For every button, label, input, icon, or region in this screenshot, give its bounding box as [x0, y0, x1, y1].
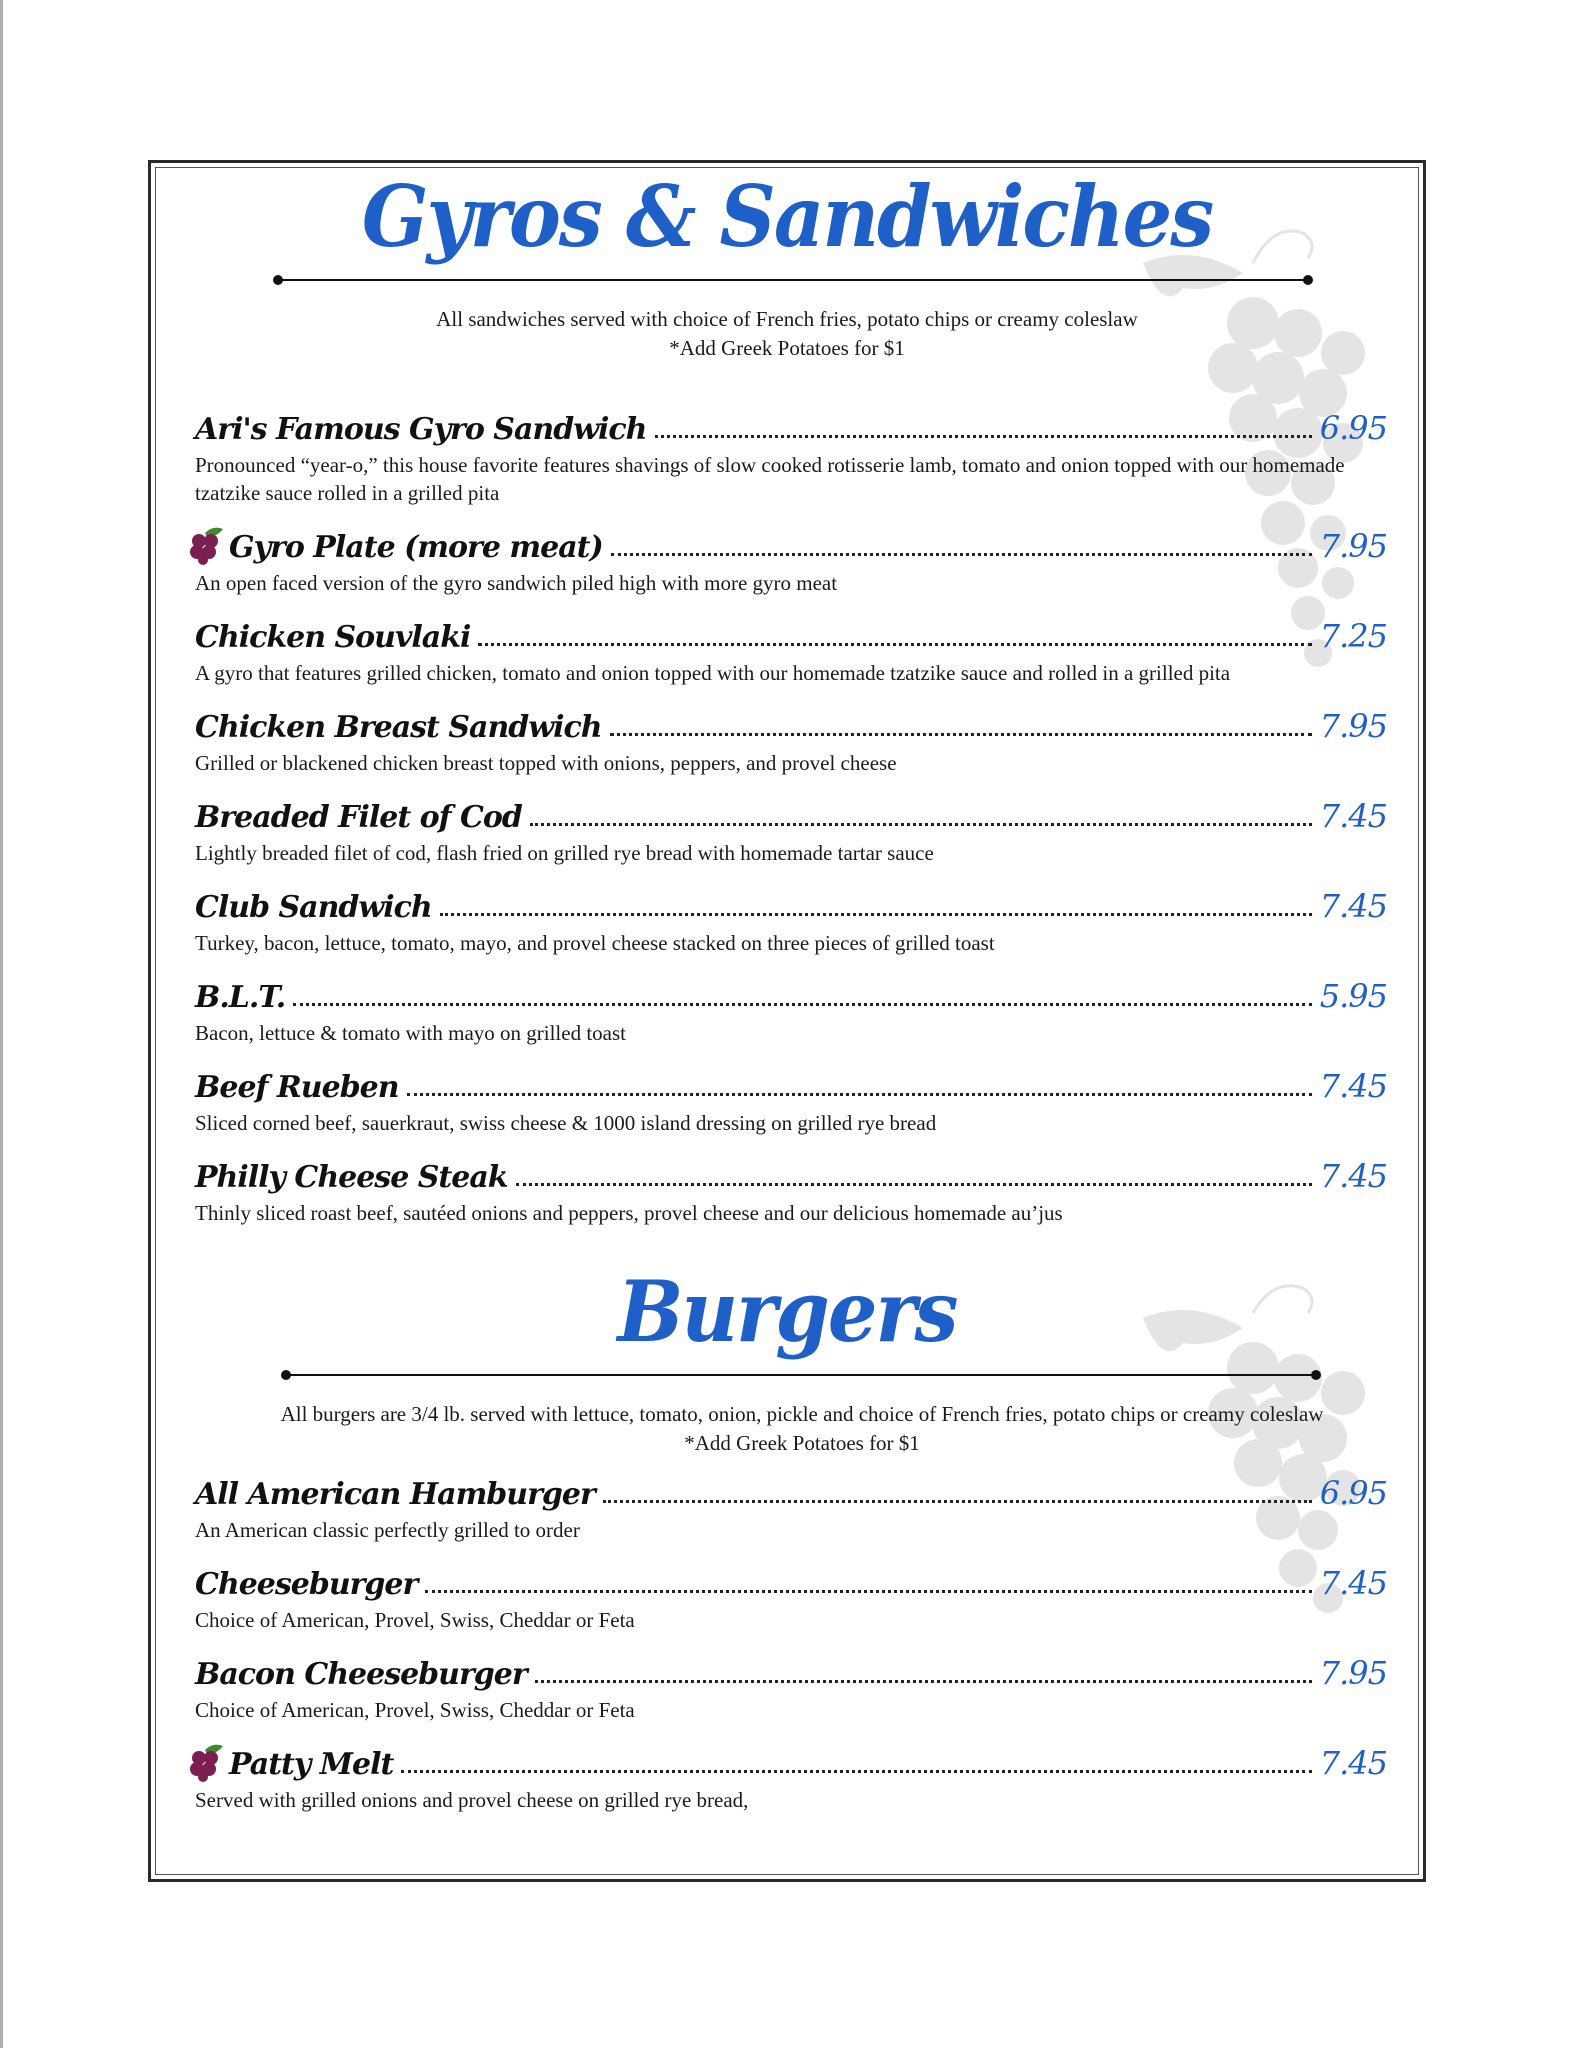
item-name: Bacon Cheeseburger	[195, 1657, 527, 1692]
item-description: Choice of American, Provel, Swiss, Cheddar or Feta	[195, 1608, 635, 1632]
item-name: All American Hamburger	[195, 1477, 595, 1512]
item-name: Gyro Plate (more meat)	[229, 530, 603, 565]
item-name: Ari's Famous Gyro Sandwich	[195, 412, 647, 447]
dot-leader	[293, 1003, 1312, 1006]
dot-leader	[401, 1770, 1311, 1773]
menu-item	[195, 1646, 1387, 1724]
item-name: Cheeseburger	[195, 1567, 418, 1602]
menu-item-list	[195, 1466, 1387, 1814]
menu-page	[148, 160, 1426, 1882]
item-description: A gyro that features grilled chicken, tomato and onion topped with our homemade tzatzike sauce and rolled in a grilled pita	[195, 661, 1231, 685]
item-description: Sliced corned beef, sauerkraut, swiss cheese & 1000 island dressing on grilled rye bread	[195, 1111, 937, 1135]
note-greek-potatoes: *Add Greek Potatoes for $1	[684, 1431, 920, 1455]
dot-leader	[655, 435, 1312, 438]
dot-leader	[516, 1183, 1312, 1186]
section-title: Burgers	[617, 1263, 957, 1362]
note-sides: All sandwiches served with choice of French fries, potato chips or creamy coleslaw	[436, 307, 1138, 331]
title-divider	[273, 275, 1313, 285]
item-description: Lightly breaded filet of cod, flash fried on grilled rye bread with homemade tartar sauce	[195, 841, 934, 865]
item-price: 7.45	[1319, 1157, 1387, 1195]
menu-item	[195, 1466, 1387, 1544]
dot-leader	[478, 643, 1311, 646]
item-description: An open faced version of the gyro sandwich piled high with more gyro meat	[195, 571, 838, 595]
item-name: Chicken Breast Sandwich	[195, 710, 602, 745]
grape-icon	[189, 525, 225, 565]
menu-item-list	[195, 401, 1387, 1227]
title-divider	[281, 1370, 1321, 1380]
item-price: 6.95	[1319, 1474, 1387, 1512]
item-price: 6.95	[1319, 409, 1387, 447]
item-price: 7.45	[1319, 1564, 1387, 1602]
menu-item	[195, 969, 1387, 1047]
section-note	[151, 305, 1423, 363]
item-description: Bacon, lettuce & tomato with mayo on grilled toast	[195, 1021, 626, 1045]
dot-leader	[603, 1500, 1312, 1503]
item-price: 7.45	[1319, 1067, 1387, 1105]
note-sides: All burgers are 3/4 lb. served with lettuce, tomato, onion, pickle and choice of French fries, potato chips or creamy coleslaw	[280, 1402, 1324, 1426]
item-description: Grilled or blackened chicken breast topped with onions, peppers, and provel cheese	[195, 751, 897, 775]
item-description: An American classic perfectly grilled to order	[195, 1518, 580, 1542]
section-gyros-sandwiches	[151, 163, 1423, 1239]
page-left-edge	[0, 0, 3, 2048]
item-description: Thinly sliced roast beef, sautéed onions and peppers, provel cheese and our delicious homemade au’jus	[195, 1201, 1063, 1225]
menu-item	[195, 1556, 1387, 1634]
menu-item	[195, 1149, 1387, 1227]
item-price: 7.95	[1319, 527, 1387, 565]
item-price: 7.95	[1319, 1654, 1387, 1692]
item-price: 5.95	[1319, 977, 1387, 1015]
item-price: 7.45	[1319, 797, 1387, 835]
item-name: Patty Melt	[229, 1747, 394, 1782]
menu-item	[195, 789, 1387, 867]
menu-item	[195, 1736, 1387, 1814]
item-price: 7.25	[1319, 617, 1387, 655]
dot-leader	[440, 913, 1312, 916]
dot-leader	[611, 553, 1312, 556]
menu-item	[195, 879, 1387, 957]
menu-item	[195, 609, 1387, 687]
item-description: Turkey, bacon, lettuce, tomato, mayo, and provel cheese stacked on three pieces of grilled toast	[195, 931, 995, 955]
dot-leader	[425, 1590, 1311, 1593]
item-name: Breaded Filet of Cod	[195, 800, 522, 835]
item-price: 7.95	[1319, 707, 1387, 745]
item-name: Club Sandwich	[195, 890, 432, 925]
dot-leader	[535, 1680, 1312, 1683]
menu-item	[195, 401, 1387, 507]
note-greek-potatoes: *Add Greek Potatoes for $1	[669, 336, 905, 360]
item-name: Chicken Souvlaki	[195, 620, 471, 655]
item-description: Served with grilled onions and provel cheese on grilled rye bread,	[195, 1788, 749, 1812]
item-name: Philly Cheese Steak	[195, 1160, 508, 1195]
menu-item	[195, 699, 1387, 777]
grape-icon	[189, 1742, 225, 1782]
section-title: Gyros & Sandwiches	[361, 168, 1213, 267]
menu-item	[195, 519, 1387, 597]
menu-item	[195, 1059, 1387, 1137]
item-name: B.L.T.	[195, 980, 286, 1015]
item-price: 7.45	[1319, 887, 1387, 925]
item-name: Beef Rueben	[195, 1070, 399, 1105]
dot-leader	[407, 1093, 1312, 1096]
section-note	[151, 1400, 1423, 1458]
item-description: Choice of American, Provel, Swiss, Cheddar or Feta	[195, 1698, 635, 1722]
dot-leader	[610, 733, 1312, 736]
section-burgers	[151, 1258, 1423, 1826]
item-description: Pronounced “year-o,” this house favorite features shavings of slow cooked rotisserie lamb, tomato and onion topped with our homemade tzatzike sauce rolled in a grilled pita	[195, 453, 1345, 505]
dot-leader	[530, 823, 1312, 826]
item-price: 7.45	[1319, 1744, 1387, 1782]
